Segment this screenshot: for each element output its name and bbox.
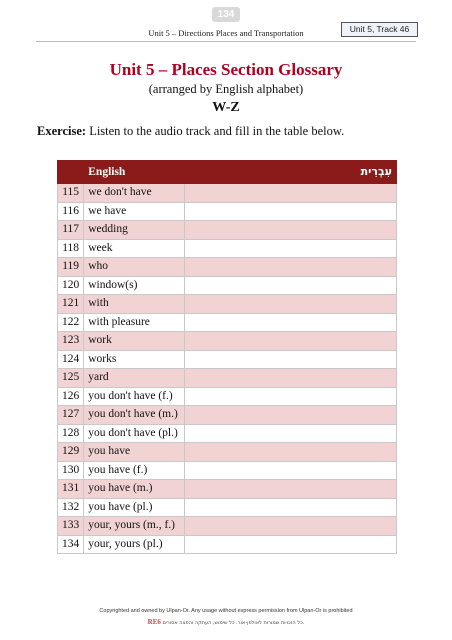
row-hebrew-input[interactable] bbox=[185, 184, 397, 203]
row-number: 126 bbox=[58, 387, 84, 406]
row-english: works bbox=[84, 350, 185, 369]
row-number: 128 bbox=[58, 424, 84, 443]
row-english: we don't have bbox=[84, 184, 185, 203]
table-row bbox=[58, 184, 397, 203]
alphabet-range: W-Z bbox=[212, 100, 240, 115]
row-number: 116 bbox=[58, 202, 84, 221]
row-hebrew-input[interactable] bbox=[185, 461, 397, 480]
row-hebrew-input[interactable] bbox=[185, 387, 397, 406]
row-english: your, yours (m., f.) bbox=[84, 517, 185, 536]
table-header-row bbox=[58, 161, 397, 184]
row-hebrew-input[interactable] bbox=[185, 406, 397, 425]
table-row bbox=[58, 480, 397, 499]
row-number: 123 bbox=[58, 332, 84, 351]
row-hebrew-input[interactable] bbox=[185, 424, 397, 443]
row-number: 117 bbox=[58, 221, 84, 240]
row-english: you have bbox=[84, 443, 185, 462]
row-english: work bbox=[84, 332, 185, 351]
row-hebrew-input[interactable] bbox=[185, 313, 397, 332]
row-english: you don't have (pl.) bbox=[84, 424, 185, 443]
row-number: 115 bbox=[58, 184, 84, 203]
table-row bbox=[58, 369, 397, 388]
row-hebrew-input[interactable] bbox=[185, 369, 397, 388]
row-english: who bbox=[84, 258, 185, 277]
footer-hebrew-notice: כל הזכויות שמורות לאולפן-אור. כל שימוש, העתקה והפצה אסורים. bbox=[162, 620, 305, 626]
table-row bbox=[58, 276, 397, 295]
header-hebrew: עִבְרִית bbox=[185, 161, 397, 184]
row-hebrew-input[interactable] bbox=[185, 202, 397, 221]
row-number: 131 bbox=[58, 480, 84, 499]
row-english: week bbox=[84, 239, 185, 258]
table-row bbox=[58, 535, 397, 554]
row-number: 120 bbox=[58, 276, 84, 295]
table-row bbox=[58, 424, 397, 443]
row-hebrew-input[interactable] bbox=[185, 276, 397, 295]
audio-track-badge[interactable]: Unit 5, Track 46 bbox=[341, 22, 418, 37]
row-hebrew-input[interactable] bbox=[185, 535, 397, 554]
table-row bbox=[58, 406, 397, 425]
row-hebrew-input[interactable] bbox=[185, 443, 397, 462]
running-header: Unit 5 – Directions Places and Transportation bbox=[148, 28, 304, 38]
table-row bbox=[58, 387, 397, 406]
table-row bbox=[58, 221, 397, 240]
header-number bbox=[58, 161, 84, 184]
row-english: you don't have (f.) bbox=[84, 387, 185, 406]
row-number: 121 bbox=[58, 295, 84, 314]
footer-hebrew-line bbox=[0, 618, 452, 626]
row-english: you don't have (m.) bbox=[84, 406, 185, 425]
glossary-table bbox=[57, 160, 397, 554]
row-english: wedding bbox=[84, 221, 185, 240]
table-row bbox=[58, 461, 397, 480]
footer-copyright: Copyrighted and owned by Ulpan-Or. Any usage without express permission from Ulpan-Or is prohibited bbox=[99, 608, 353, 614]
page-subtitle: (arranged by English alphabet) bbox=[148, 82, 304, 96]
row-number: 129 bbox=[58, 443, 84, 462]
row-english: your, yours (pl.) bbox=[84, 535, 185, 554]
header-divider bbox=[36, 41, 416, 42]
row-hebrew-input[interactable] bbox=[185, 517, 397, 536]
row-hebrew-input[interactable] bbox=[185, 350, 397, 369]
table-row bbox=[58, 313, 397, 332]
table-row bbox=[58, 239, 397, 258]
exercise-label: Exercise: bbox=[37, 124, 87, 138]
table-row bbox=[58, 295, 397, 314]
row-hebrew-input[interactable] bbox=[185, 332, 397, 351]
row-hebrew-input[interactable] bbox=[185, 221, 397, 240]
row-number: 124 bbox=[58, 350, 84, 369]
table-row bbox=[58, 498, 397, 517]
row-english: yard bbox=[84, 369, 185, 388]
row-number: 122 bbox=[58, 313, 84, 332]
row-hebrew-input[interactable] bbox=[185, 480, 397, 499]
row-english: you have (pl.) bbox=[84, 498, 185, 517]
table-row bbox=[58, 350, 397, 369]
row-number: 132 bbox=[58, 498, 84, 517]
header-english: English bbox=[84, 161, 185, 184]
row-hebrew-input[interactable] bbox=[185, 295, 397, 314]
row-english: window(s) bbox=[84, 276, 185, 295]
page-title: Unit 5 – Places Section Glossary bbox=[109, 60, 343, 79]
row-number: 130 bbox=[58, 461, 84, 480]
row-number: 118 bbox=[58, 239, 84, 258]
page-number-badge: 134 bbox=[212, 7, 240, 22]
row-number: 125 bbox=[58, 369, 84, 388]
exercise-text: Listen to the audio track and fill in the table below. bbox=[86, 124, 345, 138]
footer-code: RE6 bbox=[147, 618, 161, 626]
row-english: with bbox=[84, 295, 185, 314]
row-english: we have bbox=[84, 202, 185, 221]
row-hebrew-input[interactable] bbox=[185, 498, 397, 517]
row-number: 133 bbox=[58, 517, 84, 536]
table-row bbox=[58, 517, 397, 536]
row-hebrew-input[interactable] bbox=[185, 239, 397, 258]
row-number: 119 bbox=[58, 258, 84, 277]
table-row bbox=[58, 202, 397, 221]
row-english: you have (m.) bbox=[84, 480, 185, 499]
table-row bbox=[58, 443, 397, 462]
row-hebrew-input[interactable] bbox=[185, 258, 397, 277]
table-row bbox=[58, 258, 397, 277]
exercise-instruction bbox=[37, 124, 344, 139]
row-number: 134 bbox=[58, 535, 84, 554]
row-number: 127 bbox=[58, 406, 84, 425]
row-english: with pleasure bbox=[84, 313, 185, 332]
row-english: you have (f.) bbox=[84, 461, 185, 480]
table-row bbox=[58, 332, 397, 351]
